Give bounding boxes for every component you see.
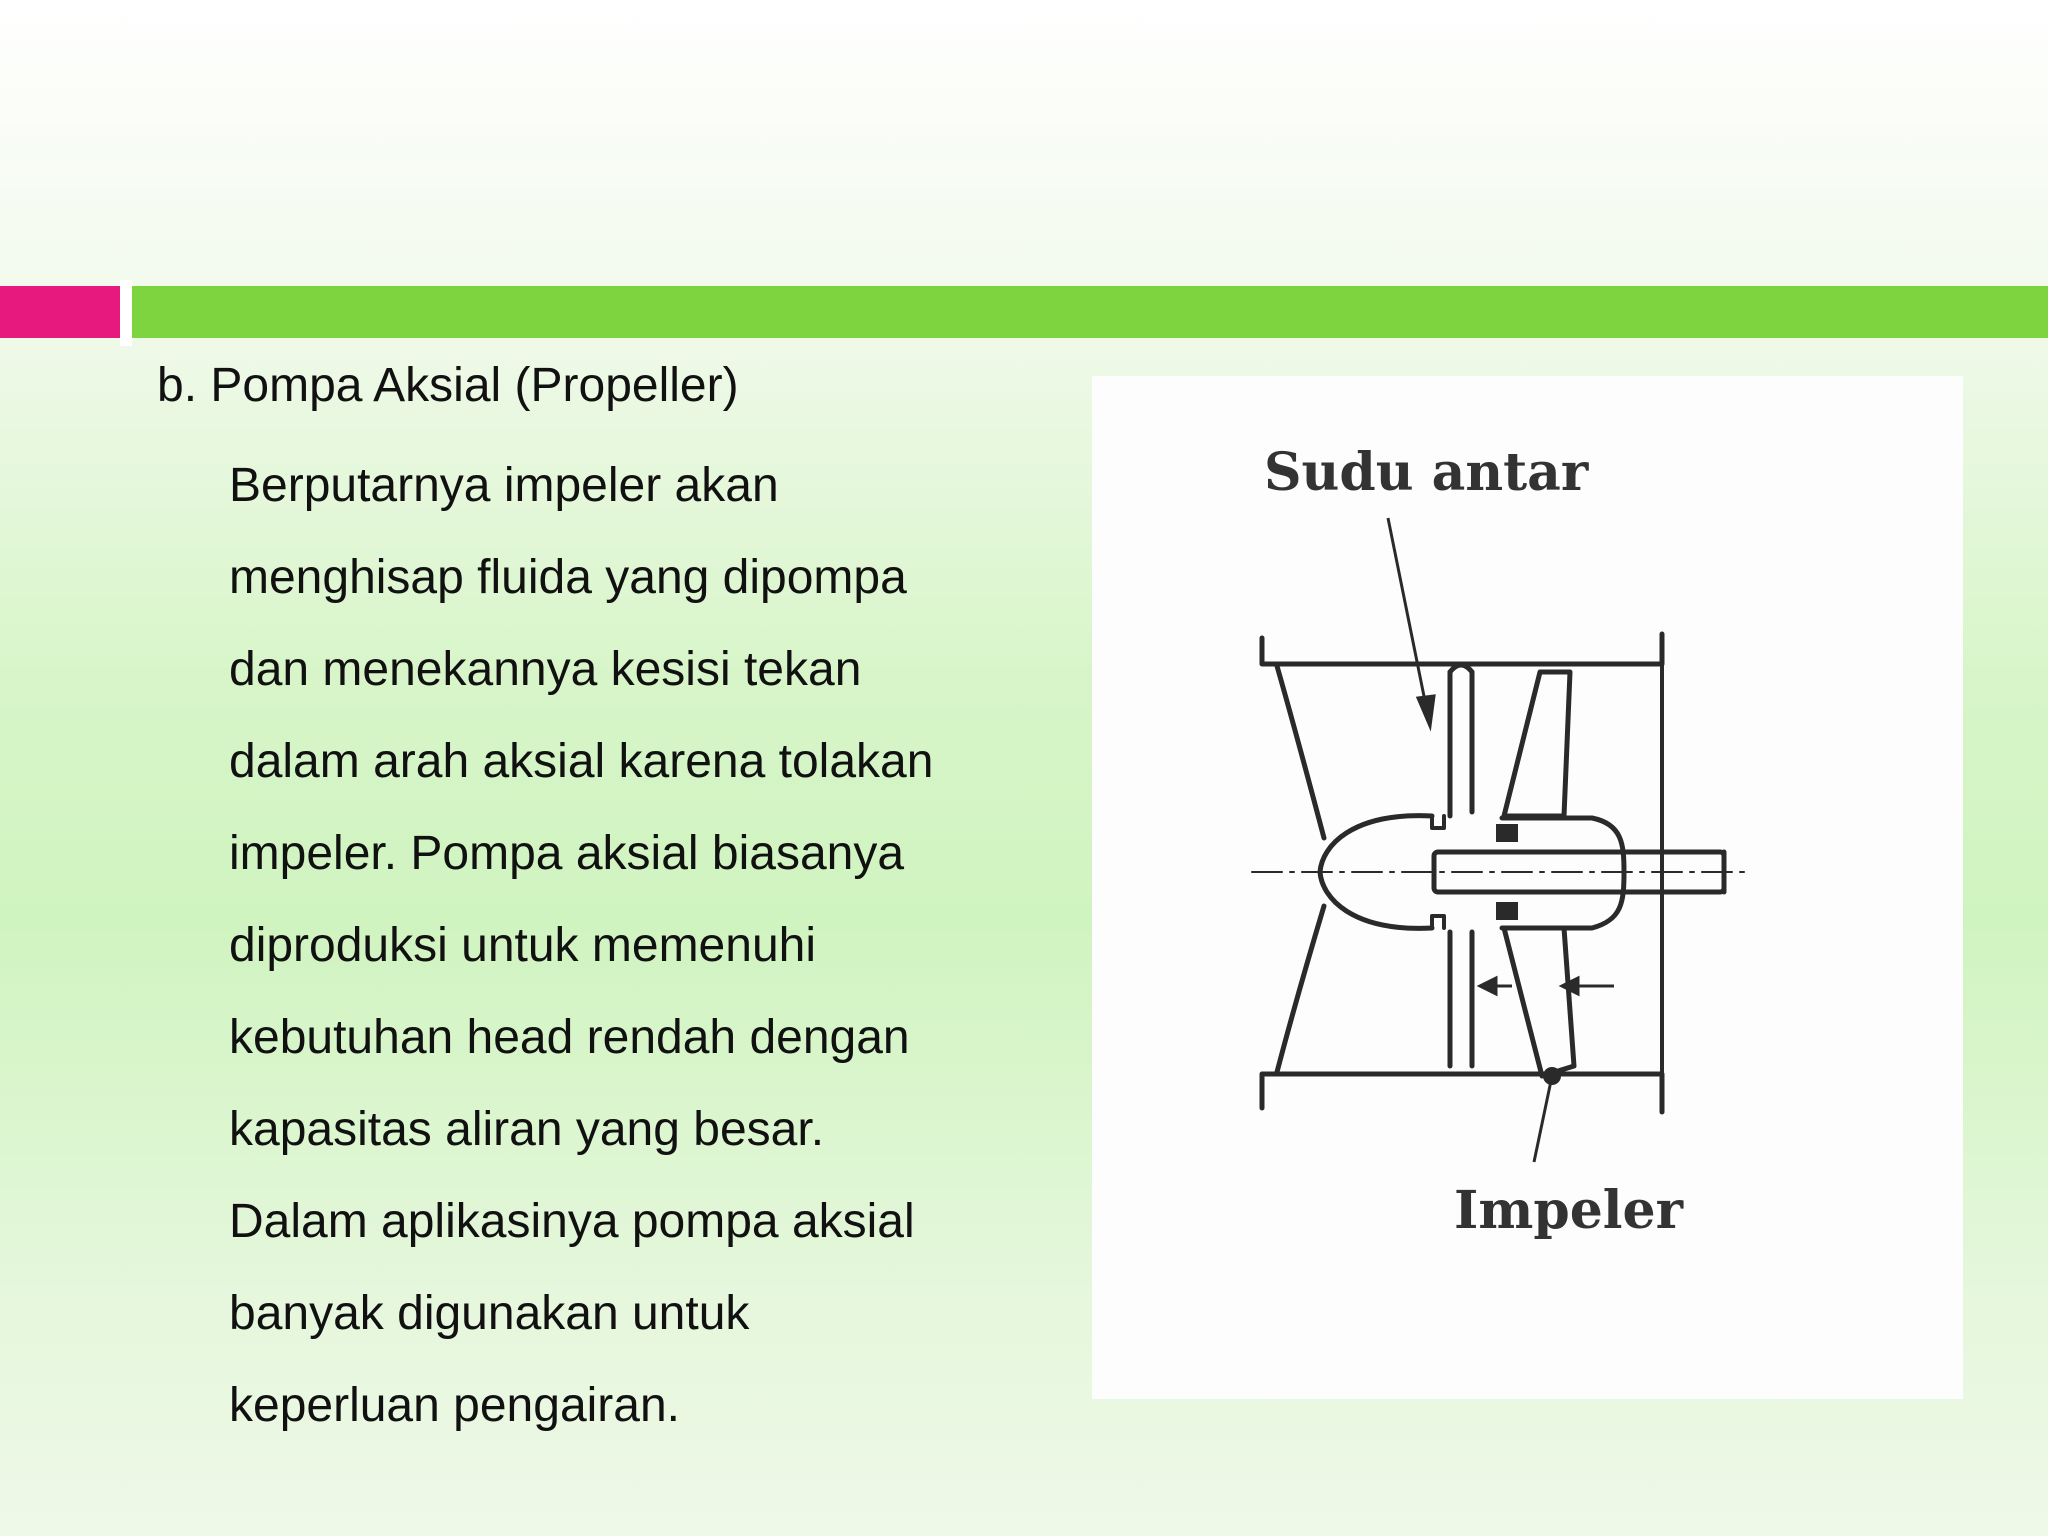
header-accent-pink — [0, 286, 120, 338]
body-line: banyak digunakan untuk — [229, 1287, 750, 1340]
pump-cross-section-drawing — [1092, 376, 1963, 1399]
body-line: kebutuhan head rendah dengan — [229, 1011, 910, 1064]
body-line: menghisap fluida yang dipompa — [229, 551, 907, 604]
casing-bottom-wall — [1262, 1074, 1662, 1112]
body-line: Berputarnya impeler akan — [229, 459, 779, 512]
impeller-blade-bottom — [1504, 928, 1574, 1076]
label-impeler: Impeler — [1454, 1180, 1684, 1241]
body-line: Dalam aplikasinya pompa aksial — [229, 1195, 915, 1248]
body-line: keperluan pengairan. — [229, 1379, 681, 1432]
casing-top-wall — [1262, 634, 1662, 664]
inlet-curve-bottom — [1277, 906, 1324, 1072]
header-accent-green — [132, 286, 2048, 338]
body-line: diproduksi untuk memenuhi — [229, 919, 816, 972]
slide-body — [229, 440, 1109, 1452]
inlet-curve-top — [1277, 666, 1324, 838]
body-line: dalam arah aksial karena tolakan — [229, 735, 934, 788]
body-line: dan menekannya kesisi tekan — [229, 643, 862, 696]
bearing-blocks — [1496, 824, 1561, 1085]
header-accent-gap — [120, 280, 132, 346]
body-line: kapasitas aliran yang besar. — [229, 1103, 825, 1156]
body-line: impeler. Pompa aksial biasanya — [229, 827, 905, 880]
impeller-blade-top — [1504, 672, 1570, 816]
dimension-arrows — [1480, 978, 1614, 994]
label-sudu-antar: Sudu antar — [1264, 442, 1589, 503]
slide-heading: b. Pompa Aksial (Propeller) — [157, 359, 739, 412]
axial-pump-diagram — [1092, 376, 1963, 1399]
